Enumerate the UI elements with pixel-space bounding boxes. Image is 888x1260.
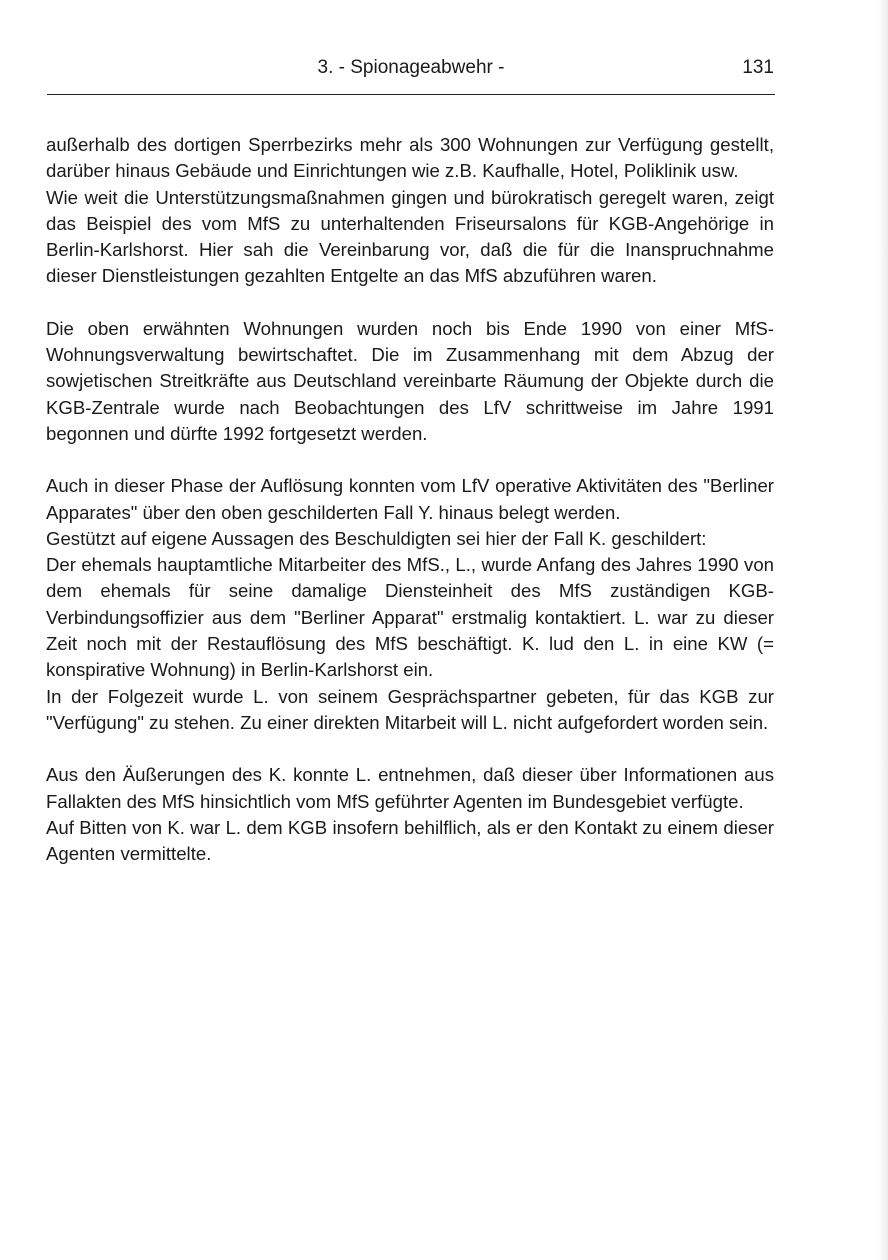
paragraph: Auf Bitten von K. war L. dem KGB insofern behilflich, als er den Kontakt zu einem dieser Agenten vermittelte. (46, 816, 774, 865)
running-header (48, 55, 774, 85)
paragraph: Der ehemals hauptamtliche Mitarbeiter des MfS., L., wurde Anfang des Jahres 1990 von dem ehemals für seine damalige Diensteinheit des MfS zuständigen KGB-Verbindungsoffizier aus dem "Berliner Apparat" erstmalig kontaktiert. L. war zu dieser Zeit noch mit der Restauflösung des MfS beschäftigt. K. lud den L. in eine KW (= konspirative Wohnung) in Berlin-Karlshorst ein. (46, 554, 774, 681)
chapter-title: 3. - Spionageabwehr - (317, 57, 505, 78)
paragraph: Aus den Äußerungen des K. konnte L. entnehmen, daß dieser über Informationen aus Fallakten des MfS hinsichtlich vom MfS geführter Agenten im Bundesgebiet verfügte. (46, 764, 774, 812)
paragraph: Gestützt auf eigene Aussagen des Beschuldigten sei hier der Fall K. geschildert: (46, 527, 707, 549)
paragraph: außerhalb des dortigen Sperrbezirks mehr als 300 Wohnungen zur Verfügung gestellt, darüber hinaus Gebäude und Einrichtungen wie z.B. Kaufhalle, Hotel, Poliklinik usw. (46, 134, 774, 182)
page-number: 131 (742, 57, 774, 78)
header-divider (47, 94, 775, 95)
paragraph: In der Folgezeit wurde L. von seinem Gesprächspartner gebeten, für das KGB zur "Verfügung" zu stehen. Zu einer direkten Mitarbeit will L. nicht aufgefordert worden sein. (46, 685, 774, 733)
paragraph: Auch in dieser Phase der Auflösung konnten vom LfV operative Aktivitäten des "Berliner Apparates" über den oben geschilderten Fall Y. hinaus belegt werden. (46, 475, 774, 523)
paragraph: Wie weit die Unterstützungsmaßnahmen gingen und bürokratisch geregelt waren, zeigt das Beispiel des vom MfS zu unterhaltenden Friseursalons für KGB-Angehörige in Berlin-Karlshorst. Hier sah die Vereinbarung vor, daß die für die Inanspruchnahme dieser Dienstleistungen gezahlten Entgelte an das MfS abzuführen waren. (46, 186, 774, 287)
paragraph: Die oben erwähnten Wohnungen wurden noch bis Ende 1990 von einer MfS-Wohnungsverwaltung bewirtschaftet. Die im Zusammenhang mit dem Abzug der sowjetischen Streitkräfte aus Deutschland vereinbarte Räumung der Objekte durch die KGB-Zentrale wurde nach Beobachtungen des LfV schrittweise im Jahre 1991 begonnen und dürfte 1992 fortgesetzt werden. (46, 317, 774, 444)
page-edge-shadow (878, 0, 888, 1260)
body-text (46, 132, 774, 867)
